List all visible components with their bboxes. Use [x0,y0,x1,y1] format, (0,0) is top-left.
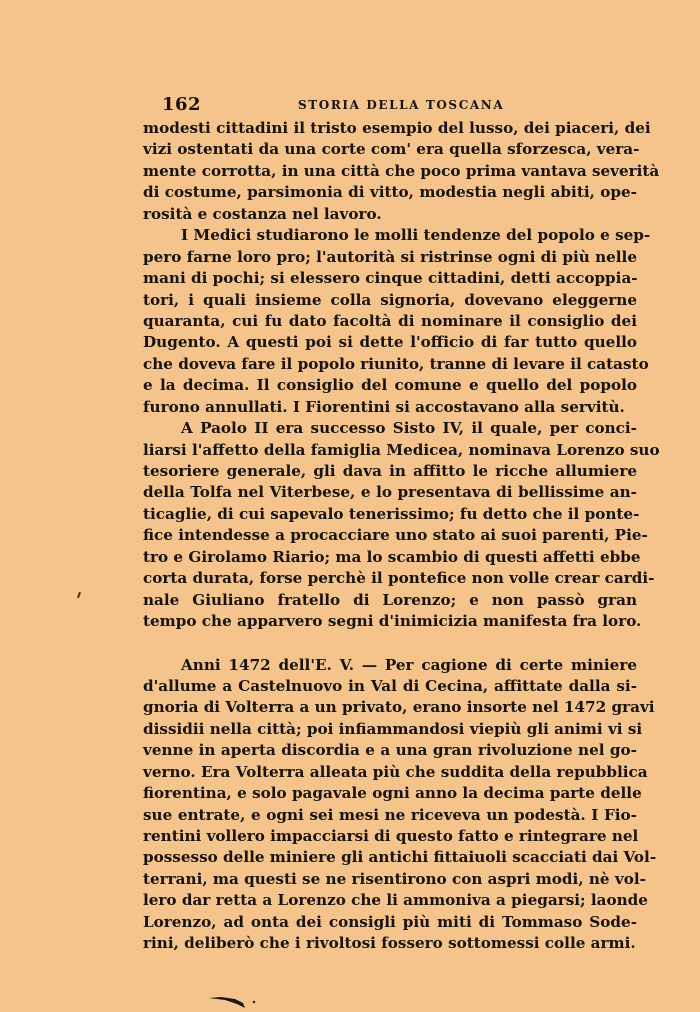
text-line: verno. Era Volterra alleata più che suddita della repubblica [143,762,648,781]
page-header [162,94,636,116]
text-line: fice intendesse a procacciare uno stato ai suoi parenti, Pie- [143,526,648,545]
paragraph-2 [143,225,651,418]
text-line: Anni 1472 dell'E. V. — Per cagione di certe miniere [181,655,637,674]
text-line: pero farne loro pro; l'autorità si ristrinse ogni di più nelle [143,247,637,266]
page-number: 162 [162,94,202,115]
text-line: della Tolfa nel Viterbese, e lo presentava di bellissime an- [143,483,637,502]
text-line: rini, deliberò che i rivoltosi fossero sottomessi colle armi. [143,934,636,953]
section-gap [143,633,637,655]
margin-mark [77,592,81,598]
text-line: tori, i quali insieme colla signoria, dovevano eleggerne [143,290,637,309]
text-line: e la decima. Il consiglio del comune e quello del popolo [143,376,637,395]
text-line: possesso delle miniere gli antichi fittaiuoli scacciati dai Vol- [143,848,657,867]
text-line: fiorentina, e solo pagavale ogni anno la decima parte delle [143,784,642,803]
text-line: tro e Girolamo Riario; ma lo scambio di questi affetti ebbe [143,547,641,566]
text-line: venne in aperta discordia e a una gran rivoluzione nel go- [143,741,637,760]
text-line: modesti cittadini il tristo esempio del lusso, dei piaceri, dei [143,119,651,137]
paragraph-3 [143,418,660,632]
ink-blot-mark [207,994,259,1010]
text-line: tempo che apparvero segni d'inimicizia manifesta fra loro. [143,612,642,631]
text-line: Lorenzo, ad onta dei consigli più miti di Tommaso Sode- [143,912,637,931]
text-line: mente corrotta, in una città che poco prima vantava severità [143,161,660,180]
text-line: I Medici studiarono le molli tendenze del popolo e sep- [181,226,651,245]
text-line: ticaglie, di cui sapevalo tenerissimo; fu detto che il ponte- [143,504,640,523]
text-line: di costume, parsimonia di vitto, modestia negli abiti, ope- [143,183,637,202]
text-line: terrani, ma questi se ne risentirono con aspri modi, nè vol- [143,869,646,888]
text-line: d'allume a Castelnuovo in Val di Cecina, affittate dalla si- [143,676,637,695]
running-title: STORIA DELLA TOSCANA [298,98,505,112]
text-line: A Paolo II era successo Sisto IV, il quale, per conci- [181,419,637,438]
text-line: rentini vollero impacciarsi di questo fatto e rintegrare nel [143,827,639,845]
text-line: mani di pochi; si elessero cinque cittadini, detti accoppia- [143,269,638,288]
paragraph-4 [143,655,657,955]
text-line: nale Giuliano fratello di Lorenzo; e non passò gran [143,590,637,609]
text-line: sue entrate, e ogni sei mesi ne riceveva un podestà. I Fio- [143,805,637,824]
paragraph-1 [143,118,660,225]
text-line: corta durata, forse perchè il pontefice non volle crear cardi- [143,569,655,588]
text-line: rosità e costanza nel lavoro. [143,204,382,223]
page-body [143,118,660,955]
text-line: Dugento. A questi poi si dette l'officio di far tutto quello [143,333,637,352]
text-line: dissidii nella città; poi infiammandosi viepiù gli animi vi si [143,719,643,738]
text-line: tesoriere generale, gli dava in affitto le ricche allumiere [143,462,637,480]
text-line: che doveva fare il popolo riunito, tranne di levare il catasto [143,354,649,373]
text-line: vizi ostentati da una corte com' era quella sforzesca, vera- [143,140,640,159]
text-line: furono annullati. I Fiorentini si accostavano alla servitù. [143,397,625,416]
text-line: lero dar retta a Lorenzo che li ammoniva a piegarsi; laonde [143,891,648,910]
text-line: liarsi l'affetto della famiglia Medicea, nominava Lorenzo suo [143,440,660,459]
text-line: gnoria di Volterra a un privato, erano insorte nel 1472 gravi [143,698,655,717]
text-line: quaranta, cui fu dato facoltà di nominare il consiglio dei [143,311,637,330]
